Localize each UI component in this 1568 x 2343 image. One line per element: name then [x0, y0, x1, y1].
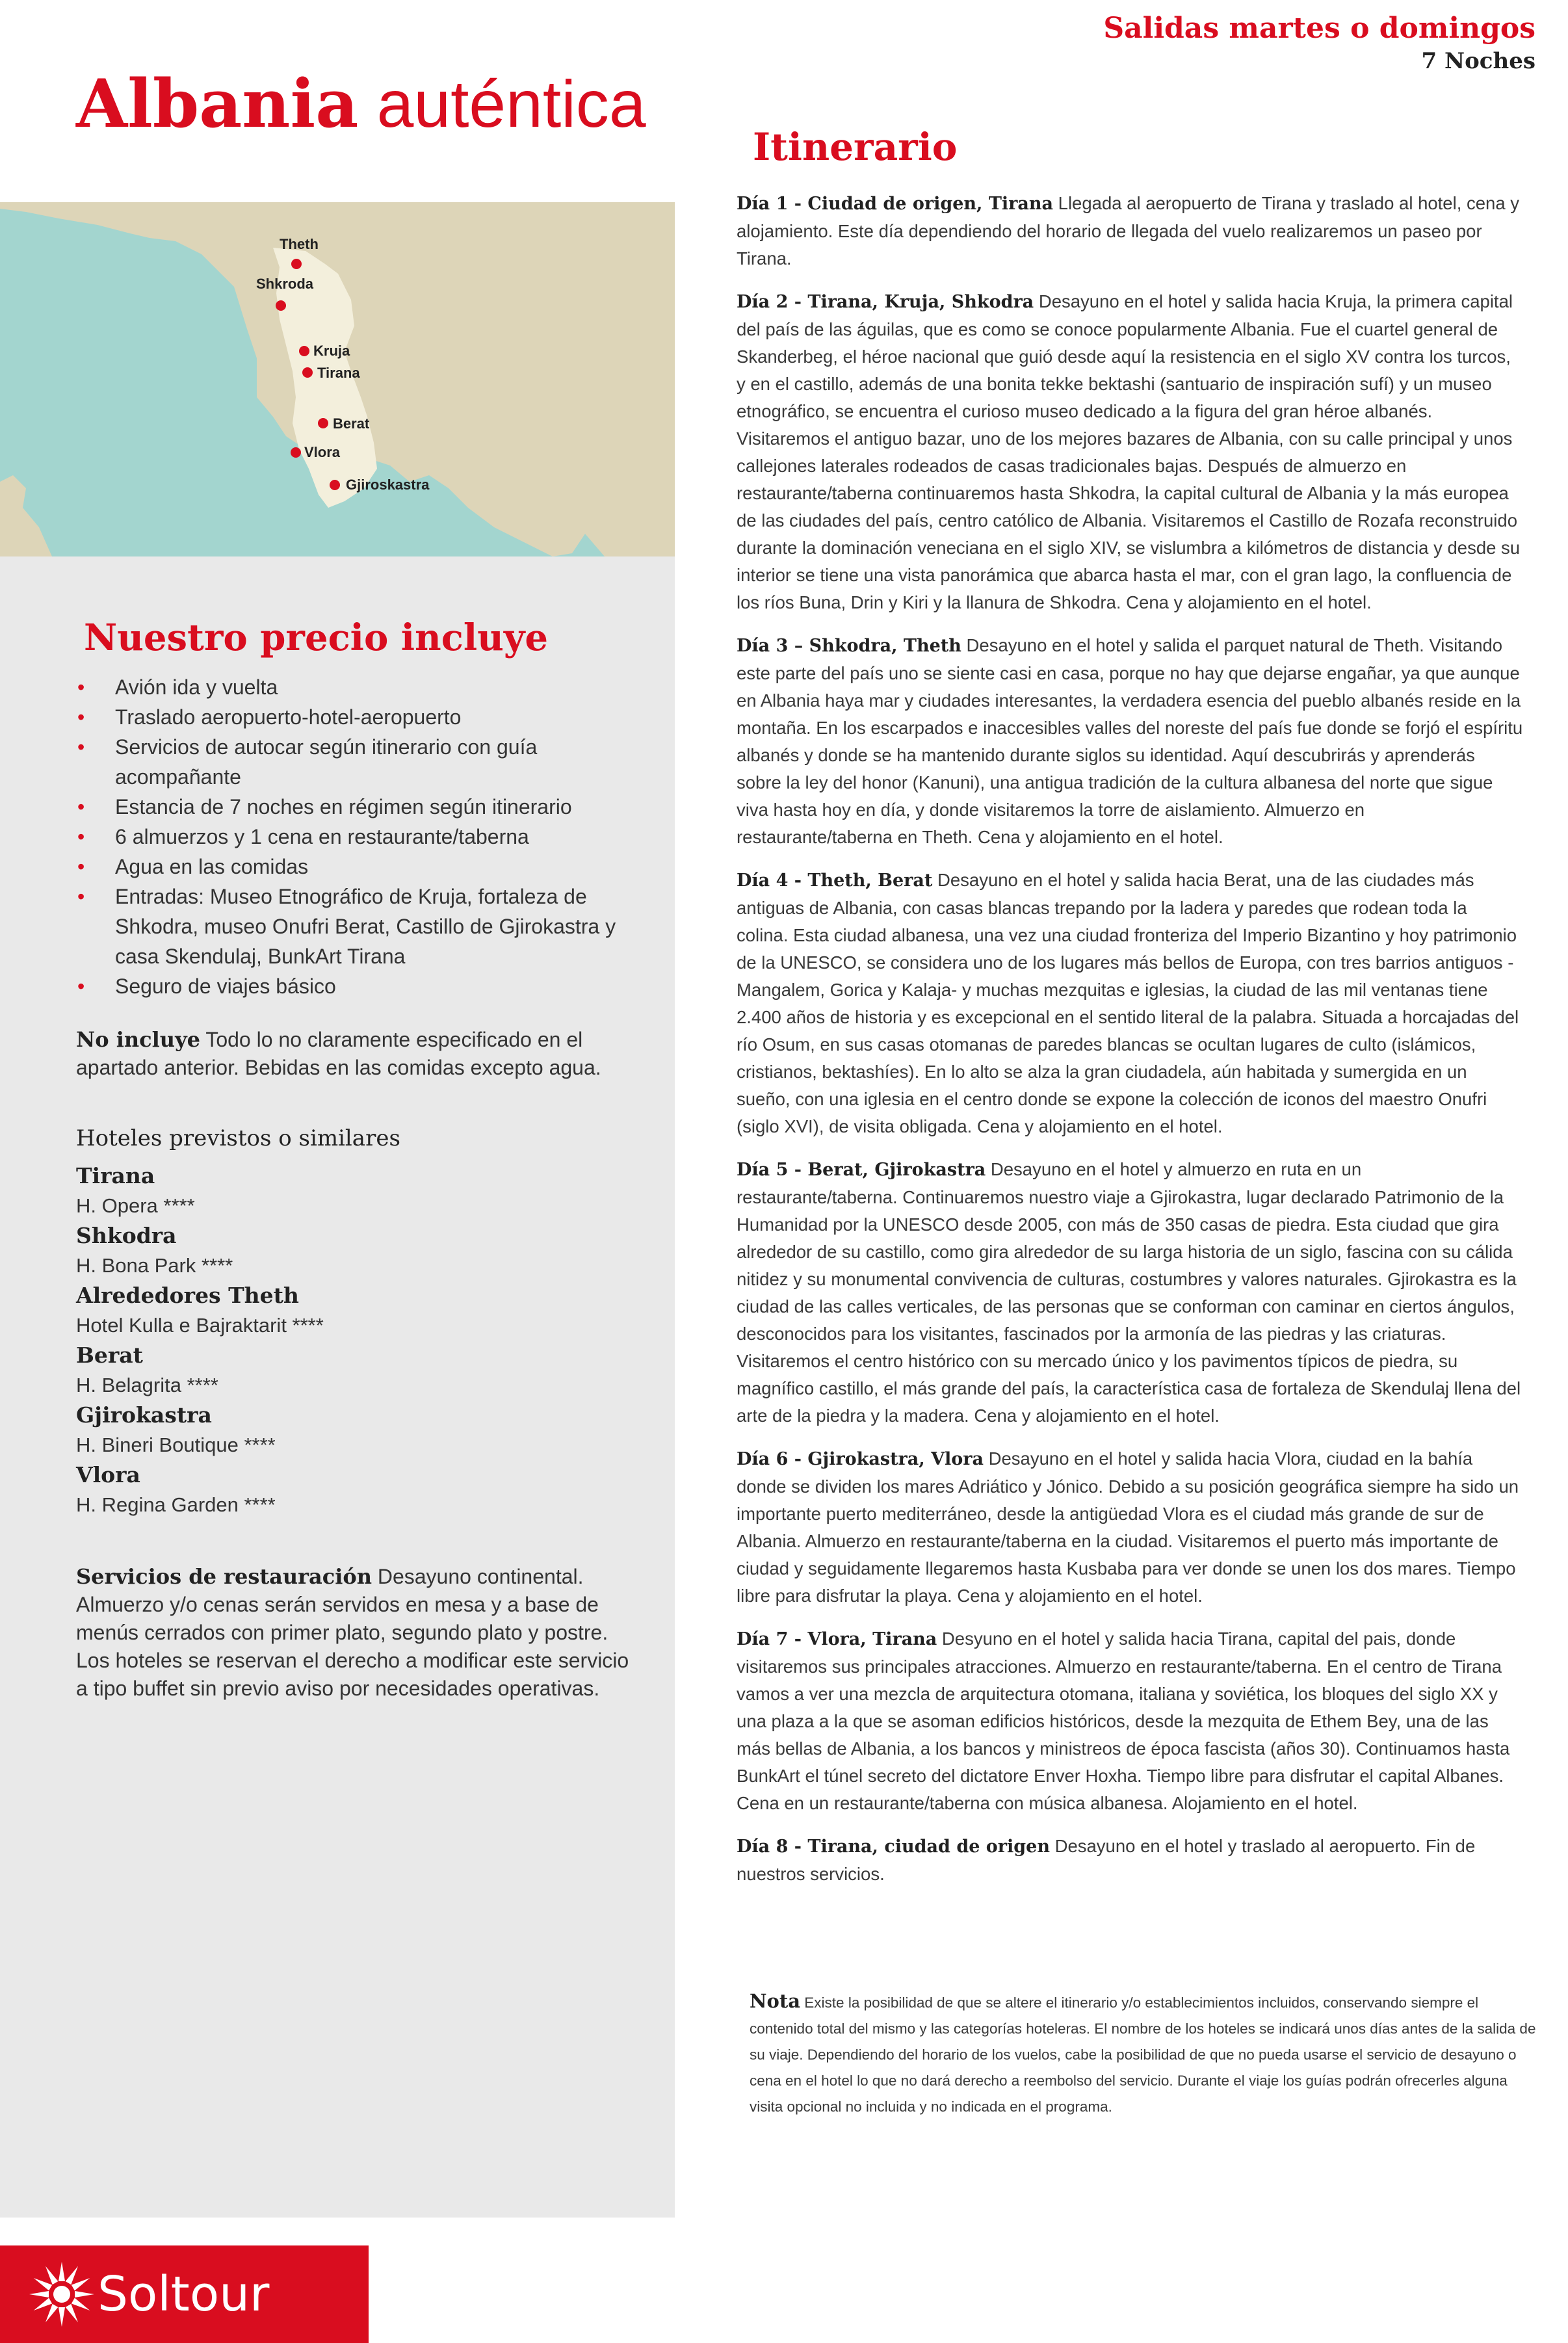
day-text: Desyuno en el hotel y salida hacia Tirana, capital del pais, donde visitaremos sus principales atracciones. Almuerzo en restaurante/taberna. En el centro de Tirana vamos a ver una mezcla de arquitectura otomana, italiana y soviética, los bloques del siglo XX y una plaza a la que se asoman edificios históricos, desde la mezquita de Ethem Bey, una de las más bellas de Albania, a los bancos y ministreos de época fascista (años 30). Continuamos hasta BunkArt el túnel secreto del dictatore Enver Hoxha. Tiempo libre para disfrutar el capital Albanes. Cena en un restaurante/taberna con música albanesa. Alojamiento en el hotel. [737, 1629, 1510, 1813]
nights-count: 7 Noches [1421, 48, 1535, 74]
brand-name: Soltour [98, 2266, 270, 2322]
day-label: Día 4 - Theth, Berat [737, 870, 933, 891]
title-light: auténtica [358, 67, 646, 141]
itinerary-day [737, 1156, 1523, 1430]
includes-item: • 6 almuerzos y 1 cena en restaurante/taberna [76, 822, 636, 852]
itinerary-day [737, 867, 1523, 1140]
map-label-theth: Theth [280, 236, 319, 252]
itinerary-day [737, 1625, 1523, 1817]
includes-title: Nuestro precio incluye [84, 616, 549, 659]
hotel-name: Hotel Kulla e Bajraktarit **** [76, 1314, 324, 1337]
includes-list [76, 672, 636, 1001]
day-label: Día 2 - Tirana, Kruja, Shkodra [737, 292, 1034, 312]
route-map [0, 202, 675, 556]
nota-section [750, 1988, 1536, 2120]
hotel-name: H. Opera **** [76, 1194, 195, 1217]
hotels-list [76, 1161, 636, 1520]
includes-item: • Avión ida y vuelta [76, 672, 636, 702]
itinerary-day [737, 1833, 1523, 1888]
day-label: Día 1 - Ciudad de origen, Tirana [737, 194, 1054, 214]
itinerary-day [737, 632, 1523, 851]
day-text: Llegada al aeropuerto de Tirana y traslado al hotel, cena y alojamiento. Este día dependiendo del horario de llegada del vuelo realizaremos un paseo por Tirana. [737, 193, 1520, 268]
restauracion-text: Desayuno continental. Almuerzo y/o cenas serán servidos en mesa y a base de menús cerrados con primer plato, segundo plato y postre. Los hoteles se reservan el derecho a modificar este servicio a tipo buffet sin previo aviso por necesidades operativas. [76, 1565, 629, 1700]
map-label-vlora: Vlora [304, 444, 341, 460]
itinerary-day [737, 190, 1523, 272]
includes-item: • Traslado aeropuerto-hotel-aeropuerto [76, 702, 636, 732]
day-label: Día 7 - Vlora, Tirana [737, 1629, 937, 1649]
no-incluye-text: Todo lo no claramente especificado en el apartado anterior. Bebidas en las comidas excepto agua. [76, 1028, 601, 1079]
hotel-city: Berat [76, 1342, 143, 1368]
includes-section [76, 615, 636, 1703]
soltour-logo [0, 2245, 369, 2343]
departure-days: Salidas martes o domingos [1103, 12, 1535, 45]
sun-icon [26, 2258, 98, 2330]
day-text: Desayuno en el hotel y salida hacia Berat, una de las ciudades más antiguas de Albania, con casas blancas trepando por la ladera y paredes que rodean toda la colina. Esta ciudad albanesa, una vez una ciudad fronteriza del Imperio Bizantino y hoy patrimonio de la UNESCO, se considera uno de los lugares más bellos de Europa, con tres barrios antiguos -Mangalem, Gorica y Kalaja- y muchas mezquitas e iglesias, la ciudad de las mil ventanas tiene 2.400 años de historia y es excepcional en el sentido literal de la palabra. Situada a horcajadas del río Osum, en sus casas otomanas de paredes blancas se ocultan lugares de culto (islámicos, cristianos, bektashíes). En lo alto se alza la gran ciudadela, aún habitada y sumergida en un sueño, con una iglesia en el centro donde se expone la colección de iconos del maestro Onufri (siglo XVI), de visita obligada. Cena y alojamiento en el hotel. [737, 870, 1519, 1136]
includes-item: • Estancia de 7 noches en régimen según itinerario [76, 792, 636, 822]
no-incluye [76, 1026, 636, 1082]
itinerary-list [737, 190, 1523, 1904]
map-label-tirana: Tirana [317, 365, 360, 381]
map-label-gjiroskastra: Gjiroskastra [346, 477, 430, 493]
page-title [76, 65, 646, 143]
hotel-name: H. Bona Park **** [76, 1254, 233, 1277]
day-text: Desayuno en el hotel y salida hacia Vlora, ciudad en la bahía donde se dividen los mares Adriático y Jónico. Debido a su posición geográfica siempre ha sido un importante puerto mediterráneo, desde la antigüedad Vlora es el ciudad más grande de sur de Albania. Almuerzo en restaurante/taberna en la ciudad. Visitaremos el puerto más importante de ciudad y seguidamente llegaremos hasta Kusbaba para ver donde se unen los dos mares. Tiempo libre para disfrutar la playa. Cena y alojamiento en el hotel. [737, 1448, 1519, 1606]
day-label: Día 8 - Tirana, ciudad de origen [737, 1837, 1050, 1857]
day-label: Día 6 - Gjirokastra, Vlora [737, 1449, 984, 1469]
includes-item: • Seguro de viajes básico [76, 971, 636, 1001]
map-label-kruja: Kruja [313, 343, 350, 359]
day-text: Desayuno en el hotel y salida hacia Kruja, la primera capital del país de las águilas, que es como se conoce popularmente Albania. Fue el cuartel general de Skanderbeg, el héroe nacional que guió desde aquí la resistencia en el siglo XV contra los turcos, y en el castillo, además de una bonita tekke bektashi (santuario de inspiración sufí) y un museo etnográfico, se encuentra el curioso museo dedicado a la figura del gran héroe albanés. Visitaremos el antiguo bazar, uno de los mejores bazares de Albania, con su calle principal y unos callejones laterales rodeados de casas tradicionales bajas. Después de almuerzo en restaurante/taberna continuaremos hasta Shkodra, la capital cultural de Albania y la más europea de las ciudades del país, centro católico de Albania. Visitaremos el Castillo de Rozafa reconstruido durante la dominación veneciana en el siglo XIV, se vislumbra a kilómetros de distancia y desde su interior se tiene una vista panorámica que abarca hasta el mar, con el gran lago, la confluencia de los ríos Buna, Drin y Kiri y la llanura de Shkodra. Cena y alojamiento en el hotel. [737, 291, 1521, 612]
hotel-city: Gjirokastra [76, 1402, 212, 1428]
hotel-city: Alrededores Theth [76, 1283, 299, 1308]
title-bold: Albania [76, 65, 359, 143]
includes-item: • Agua en las comidas [76, 852, 636, 882]
hotel-name: H. Regina Garden **** [76, 1493, 276, 1516]
hotel-name: H. Belagrita **** [76, 1374, 218, 1396]
itinerary-title: Itinerario [753, 125, 958, 169]
no-incluye-label: No incluye [76, 1027, 201, 1052]
includes-item: • Servicios de autocar según itinerario con guía acompañante [76, 732, 636, 792]
hotel-city: Vlora [76, 1462, 140, 1487]
day-text: Desayuno en el hotel y almuerzo en ruta en un restaurante/taberna. Continuaremos nuestro viaje a Gjirokastra, lugar declarado Patrimonio de la Humanidad por la UNESCO desde 2005, con más de 350 casas de piedra. Esta ciudad que gira alrededor de su castillo, como gira alrededor de su larga historia de un siglo, fascina con su cálida nitidez y su monumental convivencia de culturas, costumbres y valores naturales. Gjirokastra es la ciudad de las calles verticales, de las personas que se conforman con caminar en ciertos ángulos, desconocidos para los visitantes, fascinados por la armonía de las piedras y las criaturas. Visitaremos el centro histórico con su mercado único y los pavimentos típicos de piedra, su magnífico castillo, el más grande del país, la característica casa de fortaleza de Skendulaj llena del arte de la piedra y la madera. Cena y alojamiento en el hotel. [737, 1159, 1521, 1426]
hotels-section [76, 1123, 636, 1520]
day-text: Desayuno en el hotel y traslado al aeropuerto. Fin de nuestros servicios. [737, 1836, 1476, 1884]
hotels-title: Hoteles previstos o similares [76, 1125, 400, 1151]
hotel-city: Shkodra [76, 1223, 177, 1248]
includes-item: • Entradas: Museo Etnográfico de Kruja, fortaleza de Shkodra, museo Onufri Berat, Castillo de Gjirokastra y casa Skendulaj, BunkArt Tirana [76, 882, 636, 971]
hotel-city: Tirana [76, 1163, 155, 1188]
day-label: Día 5 - Berat, Gjirokastra [737, 1160, 986, 1180]
map-label-berat: Berat [333, 415, 370, 432]
departure-info [1103, 10, 1535, 75]
left-column [0, 202, 675, 2322]
map-label-shkroda: Shkroda [256, 276, 314, 292]
itinerary-day [737, 288, 1523, 616]
nota-text: Existe la posibilidad de que se altere el itinerario y/o establecimientos incluidos, conservando siempre el contenido total del mismo y las categorías hoteleras. El nombre de los hoteles se indicará unos días antes de la salida de su viaje. Dependiendo del horario de los vuelos, cabe la posibilidad de que no pueda usarse el servicio de desayuno o cena en el hotel lo que no dará derecho a reembolso del servicio. Durante el viaje los guías podrán ofrecerles alguna visita opcional no incluida y no indicada en el programa. [750, 1995, 1536, 2115]
restauracion-label: Servicios de restauración [76, 1564, 372, 1589]
day-label: Día 3 – Shkodra, Theth [737, 636, 961, 656]
itinerary-day [737, 1445, 1523, 1610]
hotel-name: H. Bineri Boutique **** [76, 1433, 276, 1456]
day-text: Desayuno en el hotel y salida el parquet natural de Theth. Visitando este parte del país uno se siente casi en casa, porque no hay que dejarse engañar, ya que aunque en Albania haya mar y ciudades interesantes, la verdadera esencia del pueblo albanés reside en la montaña. En los escarpados e inaccesibles valles del noreste del país fue donde se forjó el espíritu albanés y donde se ha mantenido durante siglos su identidad. Aquí descubrirás y aprenderás sobre la ley del honor (Kanuni), una antigua tradición de la cultura albanesa del norte que sigue viva hasta hoy en día, y donde visitaremos la torre de aislamiento. Almuerzo en restaurante/taberna en Theth. Cena y alojamiento en el hotel. [737, 635, 1523, 847]
nota-label: Nota [750, 1990, 801, 2012]
restauracion [76, 1563, 636, 1703]
